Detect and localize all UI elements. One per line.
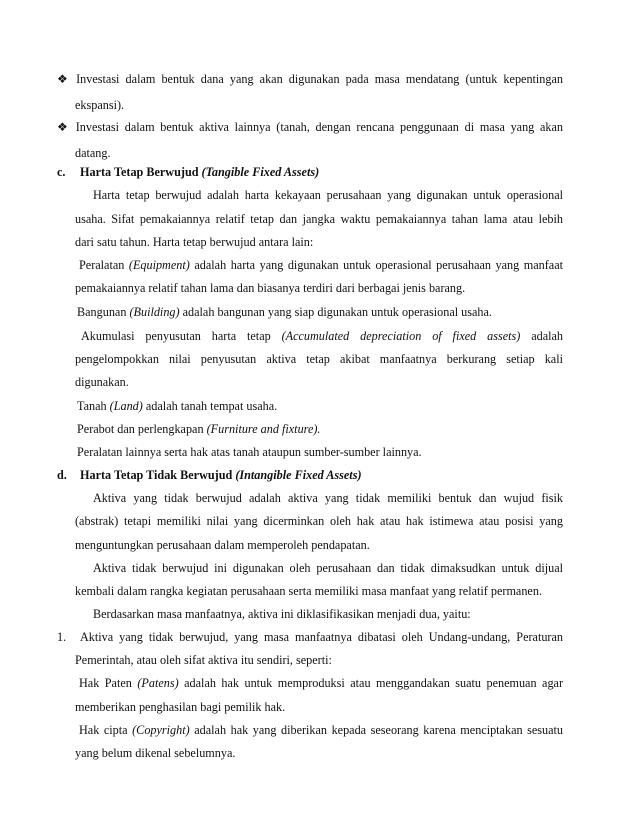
section-c-para-line1: Harta tetap berwujud adalah harta kekayaan perusahaan yang digunakan untuk operasional bbox=[93, 188, 563, 202]
diamond-bullet-icon: ❖ bbox=[57, 120, 68, 134]
section-d-heading: Harta Tetap Tidak Berwujud (Intangible Fixed Assets) bbox=[80, 468, 362, 482]
item-peralatan-cont: pemakaiannya relatif tahan lama dan biasanya terdiri dari berbagai jenis barang. bbox=[75, 281, 466, 295]
section-d-p3: Berdasarkan masa manfaatnya, aktiva ini diklasifikasikan menjadi dua, yaitu: bbox=[93, 607, 471, 621]
section-d-p2-line2: kembali dalam rangka kegiatan perusahaan serta memiliki masa manfaat yang relatif permanen. bbox=[75, 584, 542, 598]
section-d-p1-line3: menguntungkan perusahaan dalam memperoleh pendapatan. bbox=[75, 538, 370, 552]
numbered-item-1: Aktiva yang tidak berwujud, yang masa manfaatnya dibatasi oleh Undang-undang, Peraturan bbox=[80, 630, 563, 644]
diamond-bullet-icon: ❖ bbox=[57, 72, 68, 86]
item-perabot: Perabot dan perlengkapan (Furniture and fixture). bbox=[77, 422, 321, 436]
item-hak-cipta: Hak cipta (Copyright) adalah hak yang diberikan kepada seseorang karena menciptakan sesuatu bbox=[79, 723, 564, 737]
numbered-item-1-cont: Pemerintah, atau oleh sifat aktiva itu sendiri, seperti: bbox=[75, 653, 332, 667]
section-d-p2-line1: Aktiva tidak berwujud ini digunakan oleh perusahaan dan tidak dimaksudkan untuk dijual bbox=[93, 561, 563, 575]
item-peralatan: Peralatan (Equipment) adalah harta yang digunakan untuk operasional perusahaan yang manfaat bbox=[79, 258, 564, 272]
section-d-letter: d. bbox=[57, 468, 67, 482]
section-c-para-line3: dari satu tahun. Harta tetap berwujud antara lain: bbox=[75, 235, 314, 249]
numbered-item-1-num: 1. bbox=[57, 630, 67, 644]
item-hak-paten: Hak Paten (Patens) adalah hak untuk memproduksi atau menggandakan suatu penemuan agar bbox=[79, 676, 564, 690]
bullet-investasi-dana-cont: ekspansi). bbox=[75, 98, 125, 112]
item-akumulasi: Akumulasi penyusutan harta tetap (Accumulated depreciation of fixed assets) adalah bbox=[81, 329, 564, 343]
bullet-investasi-aktiva-cont: datang. bbox=[75, 146, 111, 160]
bullet-investasi-aktiva: ❖ Investasi dalam bentuk aktiva lainnya (tanah, dengan rencana penggunaan di masa yang akan bbox=[57, 120, 564, 134]
item-akumulasi-cont: pengelompokkan nilai penyusutan aktiva tetap akibat manfaatnya berkurang setiap kali bbox=[75, 352, 563, 366]
item-akumulasi-cont2: digunakan. bbox=[75, 375, 129, 389]
section-d-p1-line1: Aktiva yang tidak berwujud adalah aktiva yang tidak memiliki bentuk dan wujud fisik bbox=[93, 491, 563, 505]
item-lainnya: Peralatan lainnya serta hak atas tanah ataupun sumber-sumber lainnya. bbox=[77, 445, 422, 459]
bullet-investasi-dana: ❖ Investasi dalam bentuk dana yang akan digunakan pada masa mendatang (untuk kepentingan bbox=[57, 72, 563, 86]
item-hak-cipta-cont: yang belum dikenal sebelumnya. bbox=[75, 746, 236, 760]
section-d-p1-line2: (abstrak) tetapi memiliki nilai yang dicerminkan oleh hak atau hak istimewa atau posisi yang bbox=[75, 514, 563, 528]
item-tanah: Tanah (Land) adalah tanah tempat usaha. bbox=[77, 399, 278, 413]
item-bangunan: Bangunan (Building) adalah bangunan yang siap digunakan untuk operasional usaha. bbox=[77, 305, 492, 319]
item-hak-paten-cont: memberikan penghasilan bagi pemilik hak. bbox=[75, 700, 286, 714]
section-c-heading: Harta Tetap Berwujud (Tangible Fixed Assets) bbox=[80, 165, 320, 179]
section-c-letter: c. bbox=[57, 165, 66, 179]
section-c-para-line2: usaha. Sifat pemakaiannya relatif tetap dan jangka waktu pemakaiannya tahan lama atau lebih bbox=[75, 212, 563, 226]
